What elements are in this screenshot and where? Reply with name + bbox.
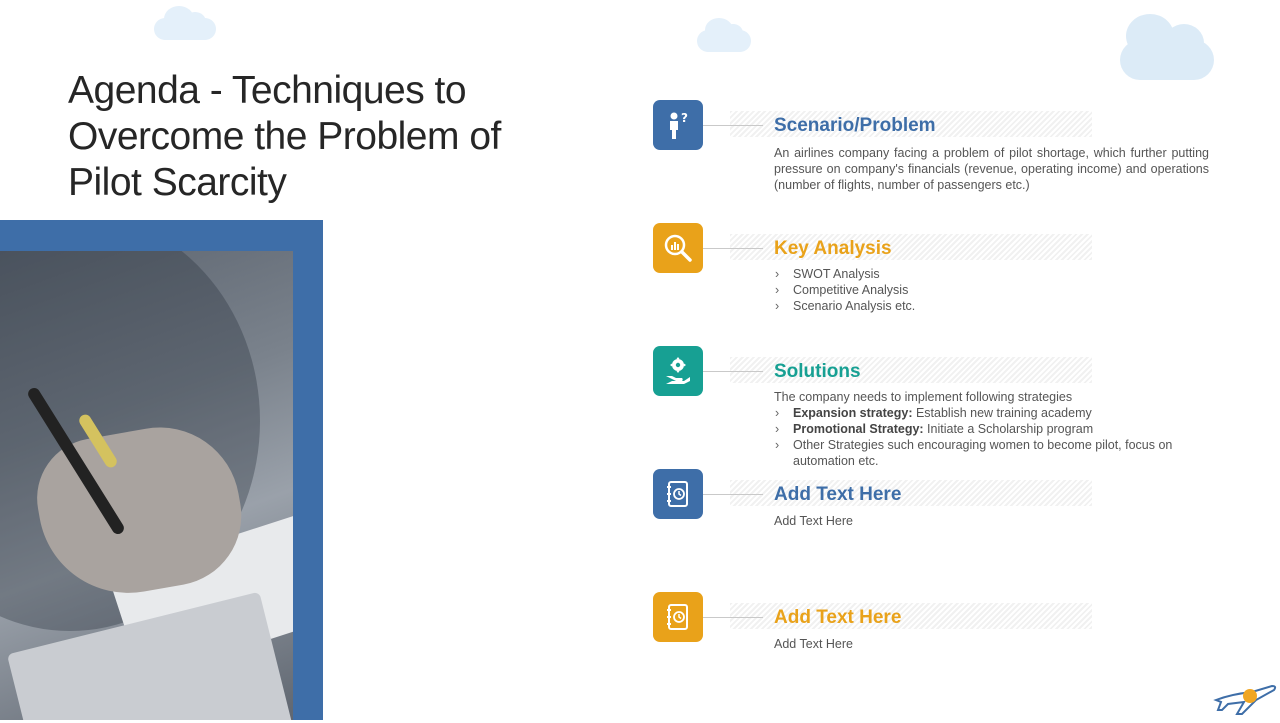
section-heading-key-analysis: Key Analysis <box>774 238 892 259</box>
strategy-label: Expansion strategy: <box>793 406 913 420</box>
solutions-content <box>774 389 1209 469</box>
icon-connector-line <box>703 371 763 372</box>
section-heading-add-text-1: Add Text Here <box>774 484 902 505</box>
notebook-clock-icon <box>653 592 703 642</box>
notebook-clock-icon <box>653 469 703 519</box>
section-heading-solutions: Solutions <box>774 361 861 382</box>
strategy-text: Other Strategies such encouraging women to become pilot, focus on automation etc. <box>793 438 1173 468</box>
person-question-icon <box>653 100 703 150</box>
airplane-icon <box>1212 680 1278 723</box>
strategy-label: Promotional Strategy: <box>793 422 924 436</box>
magnifier-chart-icon <box>653 223 703 273</box>
cloud-decoration-2 <box>697 30 751 52</box>
cloud-decoration-1 <box>154 18 216 40</box>
list-item <box>774 405 1209 421</box>
list-item <box>774 437 1209 469</box>
icon-connector-line <box>703 125 763 126</box>
strategy-text: Establish new training academy <box>912 406 1092 420</box>
cloud-decoration-3 <box>1120 40 1214 80</box>
section-text-add-text-1: Add Text Here <box>774 514 853 528</box>
section-text-scenario: An airlines company facing a problem of pilot shortage, which further putting pressure on company's financials (revenue, operating income) and operations (number of flights, number of passengers etc.) <box>774 146 1209 192</box>
solutions-intro: The company needs to implement following strategies <box>774 390 1073 404</box>
page-title: Agenda - Techniques to Overcome the Problem of Pilot Scarcity <box>68 69 501 204</box>
hand-gear-icon <box>653 346 703 396</box>
section-text-add-text-2: Add Text Here <box>774 637 853 651</box>
list-item: › SWOT Analysis <box>774 266 1209 282</box>
solutions-list <box>774 405 1209 469</box>
icon-connector-line <box>703 617 763 618</box>
section-heading-scenario: Scenario/Problem <box>774 115 936 136</box>
list-item <box>774 421 1209 437</box>
list-item: › Competitive Analysis <box>774 282 1209 298</box>
section-heading-add-text-2: Add Text Here <box>774 607 902 628</box>
list-item: › Scenario Analysis etc. <box>774 298 1209 314</box>
photo-hand-writing <box>0 251 293 720</box>
svg-text:?: ? <box>681 111 688 125</box>
key-analysis-list <box>774 266 1209 314</box>
strategy-text: Initiate a Scholarship program <box>923 422 1094 436</box>
icon-connector-line <box>703 494 763 495</box>
icon-connector-line <box>703 248 763 249</box>
